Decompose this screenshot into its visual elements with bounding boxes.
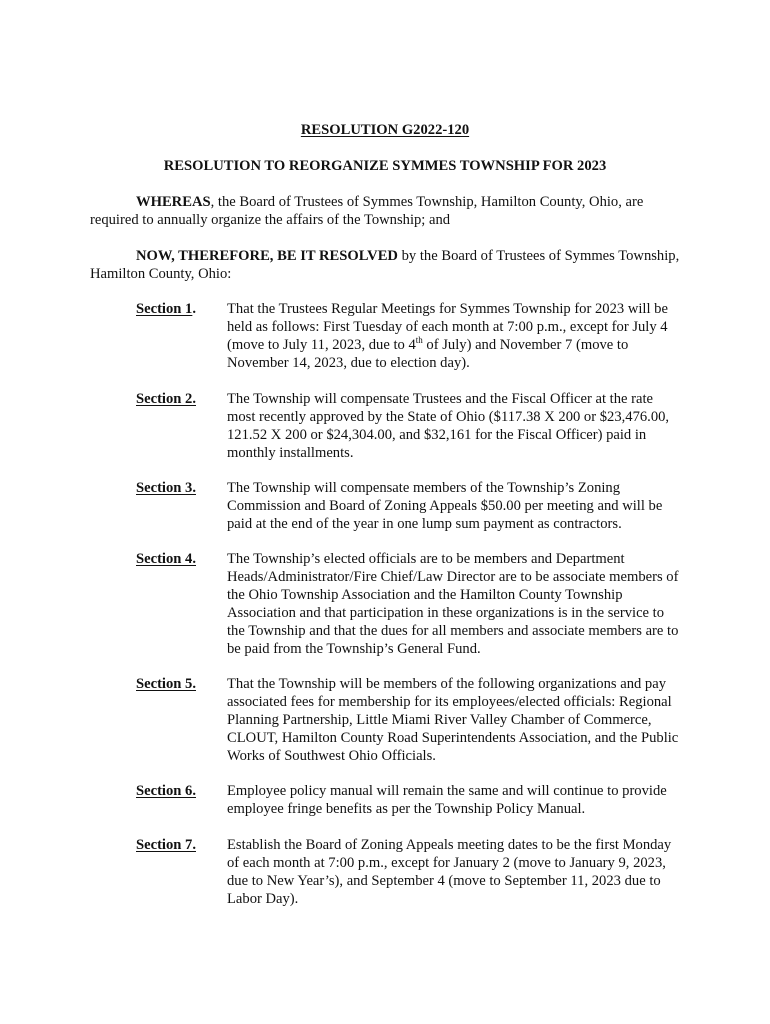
section-2-label: Section 2. (136, 391, 196, 407)
section-1-text-part1: That the Trustees Regular Meetings for Symmes Township for 2023 will be held as follows: First Tuesday of each month at 7:00 p.m., except for July 4 (move to July 11, 2023, due to 4 (227, 301, 668, 353)
section-1-text (227, 300, 683, 372)
section-1-label-suffix: . (192, 301, 197, 317)
section-5-text: That the Township will be members of the following organizations and pay associated fees for membership for its employees/elected officials: Regional Planning Partnership, Little Miami River Valley Chamber of Commerce, CLOUT, Hamilton County Road Superintendents Association, and the Public Works of Southwest Ohio Officials. (227, 676, 679, 764)
whereas-lead: WHEREAS (136, 194, 211, 210)
section-3-label: Section 3. (136, 480, 196, 496)
section-4-label: Section 4. (136, 551, 196, 567)
section-7-label: Section 7. (136, 837, 196, 853)
section-4-text: The Township’s elected officials are to be members and Department Heads/Administrator/Fire Chief/Law Director are to be associate members of the Ohio Township Association and the Hamilton County Township Association and that participation in these organizations is in the service to the Township and that the dues for all members and associate members are to be paid from the Township’s General Fund. (227, 551, 679, 657)
section-1-label (136, 300, 196, 318)
resolved-lead: NOW, THEREFORE, BE IT RESOLVED (136, 248, 398, 264)
resolved-clause (90, 247, 680, 283)
resolved-text: by the Board of Trustees of Symmes Township, Hamilton County, Ohio: (90, 248, 680, 282)
section-1-label-text: Section 1 (136, 301, 193, 317)
section-6-label: Section 6. (136, 783, 196, 799)
section-3-text: The Township will compensate members of the Township’s Zoning Commission and Board of Zoning Appeals $50.00 per meeting and will be paid at the end of the year in one lump sum payment as contractors. (227, 480, 663, 532)
section-7-text: Establish the Board of Zoning Appeals meeting dates to be the first Monday of each month at 7:00 p.m., except for January 2 (move to January 9, 2023, due to New Year’s), and September 4 (move to September 11, 2023 due to Labor Day). (227, 837, 672, 907)
section-6-text: Employee policy manual will remain the same and will continue to provide employee fringe benefits as per the Township Policy Manual. (227, 783, 667, 817)
section-1-ordinal-suffix: th (415, 335, 423, 346)
section-5-label: Section 5. (136, 676, 196, 692)
resolution-number-title: RESOLUTION G2022-120 (300, 122, 470, 138)
section-1-text-part2: of July) and November 7 (move to November 14, 2023, due to election day). (227, 337, 629, 371)
section-2-text: The Township will compensate Trustees and the Fiscal Officer at the rate most recently approved by the State of Ohio ($117.38 X 200 or $23,476.00, 121.52 X 200 or $24,304.00, and $32,161 for the Fiscal Officer) paid in monthly installments. (227, 391, 670, 461)
whereas-text: , the Board of Trustees of Symmes Township, Hamilton County, Ohio, are required to annually organize the affairs of the Township; and (90, 194, 644, 228)
resolution-heading: RESOLUTION TO REORGANIZE SYMMES TOWNSHIP FOR 2023 (163, 158, 607, 174)
whereas-clause (90, 193, 680, 229)
